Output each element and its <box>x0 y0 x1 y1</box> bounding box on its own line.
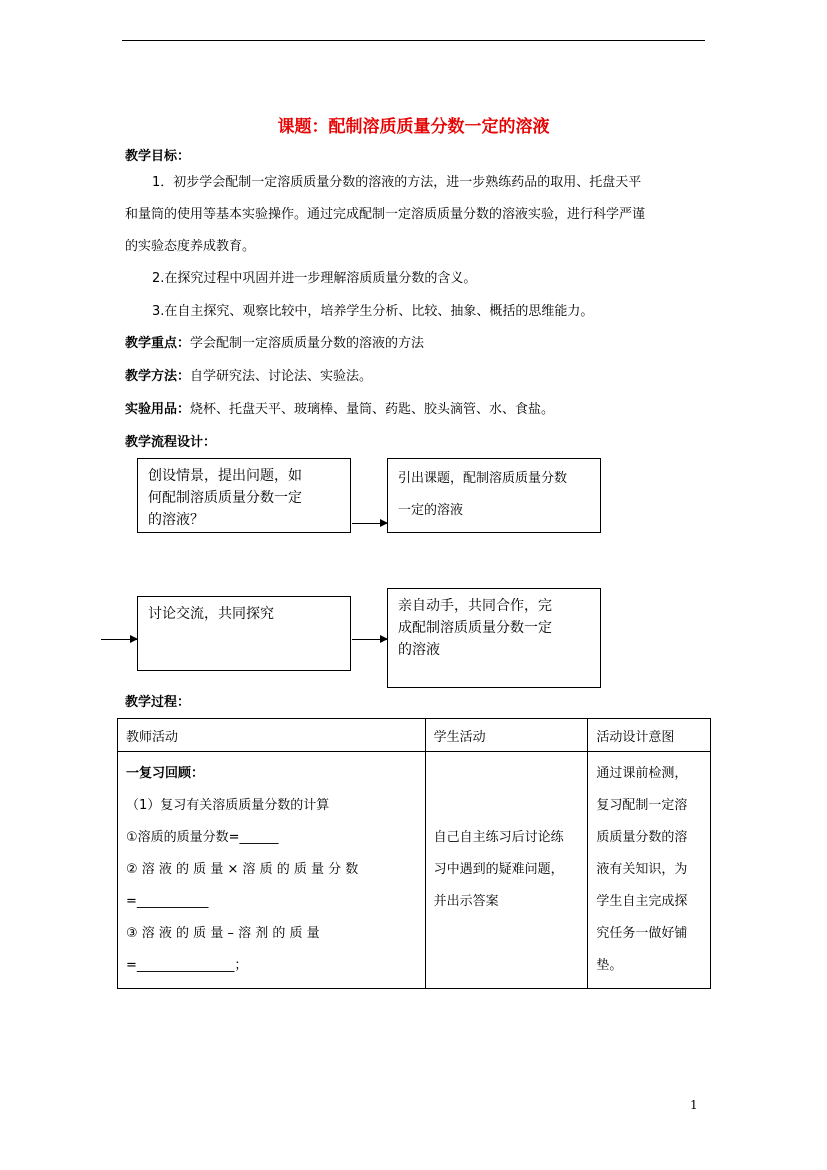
formula-3a: ③ 溶 液 的 质 量 – 溶 剂 的 质 量 <box>126 926 320 941</box>
intent-cell <box>588 752 711 989</box>
flow-heading: 教学流程设计： <box>125 435 217 450</box>
intent-line-7: 垫。 <box>596 958 623 973</box>
objective-1-line2: 和量筒的使用等基本实验操作。通过完成配制一定溶质质量分数的溶液实验，进行科学严谨 <box>125 207 646 222</box>
student-line-3: 并出示答案 <box>433 894 499 909</box>
process-table <box>117 718 711 989</box>
intent-line-5: 学生自主完成探 <box>596 894 688 909</box>
formula-2a: ② 溶 液 的 质 量 × 溶 质 的 质 量 分 数 <box>126 862 359 877</box>
lab-materials: 实验用品：烧杯、托盘天平、玻璃棒、量筒、药匙、胶头滴管、水、食盐。 <box>125 402 555 417</box>
intent-line-4: 液有关知识，为 <box>596 862 688 877</box>
intent-line-1: 通过课前检测， <box>596 766 688 781</box>
student-cell <box>425 752 588 989</box>
table-row <box>118 752 711 989</box>
teacher-cell <box>118 752 426 989</box>
header-teacher: 教师活动 <box>118 719 426 752</box>
flow-box-hands-on: 亲自动手，共同合作，完 成配制溶质质量分数一定 的溶液 <box>387 588 601 688</box>
teaching-method: 教学方法：自学研究法、讨论法、实验法。 <box>125 369 373 384</box>
intent-line-2: 复习配制一定溶 <box>596 798 688 813</box>
student-line-2: 习中遇到的疑难问题， <box>433 862 564 877</box>
key-point: 教学重点：学会配制一定溶质质量分数的溶液的方法 <box>125 336 425 351</box>
formula-1: ①溶质的质量分数=______ <box>126 830 279 845</box>
header-intent: 活动设计意图 <box>588 719 711 752</box>
process-heading: 教学过程： <box>125 695 191 710</box>
intent-line-6: 究任务一做好铺 <box>596 926 688 941</box>
objective-1-line3: 的实验态度养成教育。 <box>125 239 256 254</box>
flow-arrow-2 <box>101 639 137 640</box>
review-item-1: （1）复习有关溶质质量分数的计算 <box>126 798 330 813</box>
page-title: 课题：配制溶质质量分数一定的溶液 <box>277 117 550 137</box>
table-header-row <box>118 719 711 752</box>
flow-box-discussion: 讨论交流，共同探究 <box>137 596 351 671</box>
student-line-1: 自己自主练习后讨论练 <box>433 830 564 845</box>
page-number: 1 <box>690 1098 698 1112</box>
flow-arrow-3 <box>352 639 387 640</box>
header-student: 学生活动 <box>425 719 588 752</box>
objective-2: 2.在探究过程中巩固并进一步理解溶质质量分数的含义。 <box>152 271 477 286</box>
header-rule <box>122 40 705 41</box>
formula-2b: =___________ <box>126 894 209 909</box>
review-section-title: 一复习回顾： <box>126 766 205 781</box>
flow-box-scenario: 创设情景，提出问题，如 何配制溶质质量分数一定 的溶液？ <box>137 458 351 533</box>
formula-3b: =_______________； <box>126 958 248 973</box>
flow-arrow-1 <box>352 523 387 524</box>
objectives-heading: 教学目标： <box>125 149 191 164</box>
objective-3: 3.在自主探究、观察比较中，培养学生分析、比较、抽象、概括的思维能力。 <box>152 304 594 319</box>
flow-box-topic: 引出课题，配制溶质质量分数 一定的溶液 <box>387 458 601 533</box>
objective-1-line1: 1．初步学会配制一定溶质质量分数的溶液的方法，进一步熟练药品的取用、托盘天平 <box>152 175 642 190</box>
intent-line-3: 质质量分数的溶 <box>596 830 688 845</box>
